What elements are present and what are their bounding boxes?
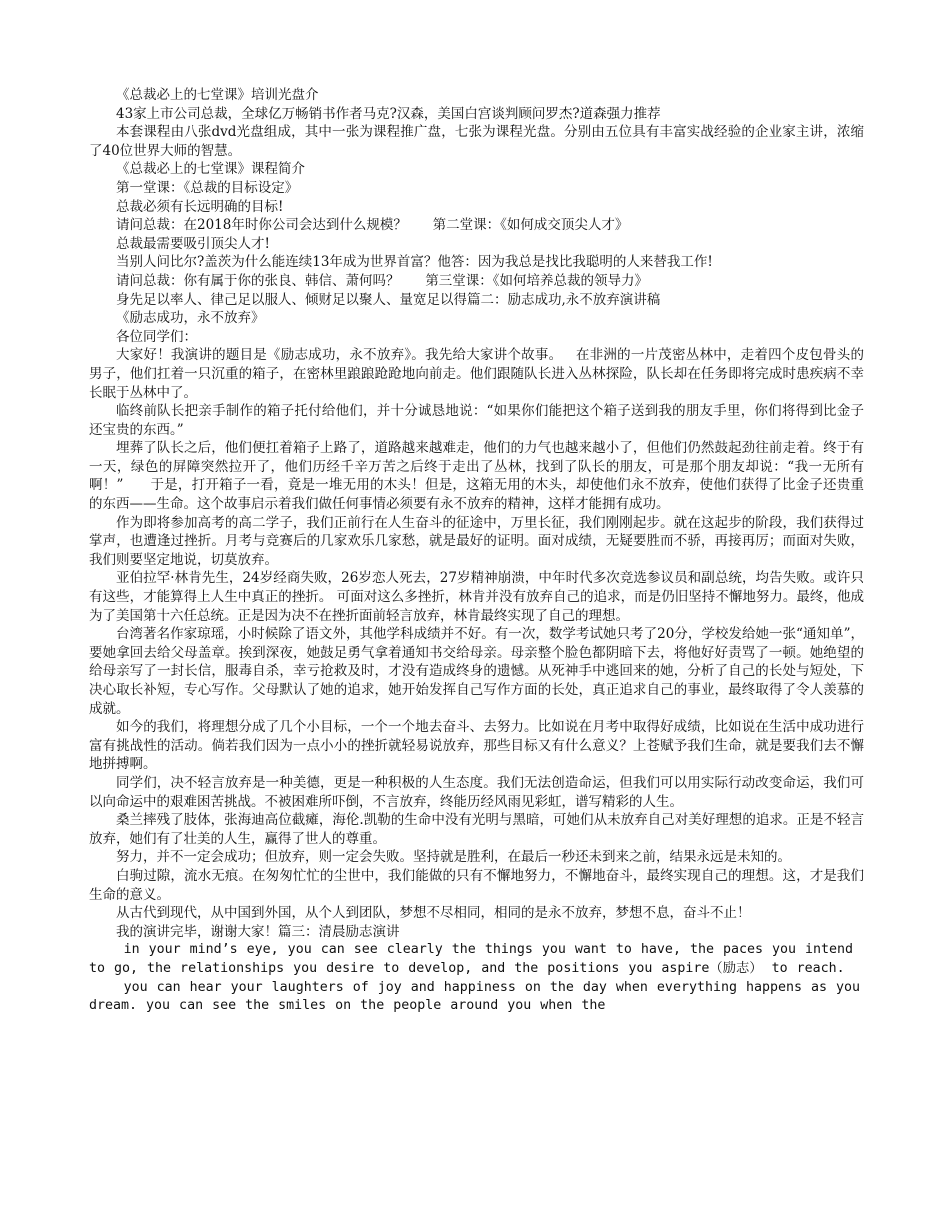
paragraph: 总裁最需要吸引顶尖人才! (116, 235, 270, 252)
paragraph: 请问总裁：在2018年时你公司会达到什么规模？ 第二堂课：《如何成交顶尖人才》 (116, 217, 629, 234)
speech-title: 《励志成功，永不放弃》 (116, 310, 265, 327)
english-paragraph: you can hear your laughters of joy and happiness on the day when everything happens as you dream. you can see the smiles on the people around you when the (89, 979, 870, 1014)
section-heading: 《总裁必上的七堂课》课程简介 (116, 161, 305, 178)
document-body (89, 86, 870, 1016)
paragraph: 同学们，决不轻言放弃是一种美德，更是一种积极的人生态度。我们无法创造命运，但我们可以用实际行动改变命运，我们可以向命运中的艰难困苦挑战。不被困难所吓倒，不言放弃，终能历经风雨见彩虹，谱写精彩的人生。 (89, 774, 864, 810)
english-paragraph: in your mind’s eye, you can see clearly the things you want to have, the paces you intend to go, the relationships you desire to develop, and the positions you aspire（励志） to reach. (89, 942, 863, 976)
paragraph: 白驹过隙，流水无痕。在匆匆忙忙的尘世中，我们能做的只有不懈地努力，不懈地奋斗，最终实现自己的理想。这，才是我们生命的意义。 (89, 867, 864, 903)
paragraph: 当别人问比尔?盖茨为什么能连续13年成为世界首富？他答：因为我总是找比我聪明的人来替我工作! (116, 254, 713, 271)
paragraph: 台湾著名作家琼瑶，小时候除了语文外，其他学科成绩并不好。有一次，数学考试她只考了20分，学校发给她一张“通知单”，要她拿回去给父母盖章。挨到深夜，她鼓足勇气拿着通知书交给母亲。母亲整个脸色都阴暗下去，将他好好责骂了一顿。她绝望的给母亲写了一封长信，服毒自杀，幸亏抢救及时，才没有造成终身的遗憾。从死神手中逃回来的她，分析了自己的长处与短处，下决心取长补短，专心写作。父母默认了她的追求，她开始发挥自己写作方面的长处，真正追求自己的事业，最终取得了令人羡慕的成就。 (89, 626, 864, 717)
paragraph: 亚伯拉罕·林肯先生，24岁经商失败，26岁恋人死去，27岁精神崩溃，中年时代多次竞选参议员和副总统，均告失败。或许只有这些，才能算得上人生中真正的挫折。 可面对这么多挫折，林肯并没有放弃自己的追求，而是仍旧坚持不懈地努力。最终，他成为了美国第十六任总统。正是因为决不在挫折面前轻言放弃，林肯最终实现了自己的理想。 (89, 570, 864, 624)
paragraph: 临终前队长把亲手制作的箱子托付给他们，并十分诚恳地说：“如果你们能把这个箱子送到我的朋友手里，你们将得到比金子还宝贵的东西。” (89, 403, 864, 438)
paragraph: 本套课程由八张dvd光盘组成，其中一张为课程推广盘，七张为课程光盘。分别由五位具有丰富实战经验的企业家主讲，浓缩了40位世界大师的智慧。 (89, 124, 864, 159)
paragraph: 埋葬了队长之后，他们便扛着箱子上路了，道路越来越难走，他们的力气也越来越小了，但他们仍然鼓起劲往前走着。终于有一天，绿色的屏障突然拉开了，他们历经千辛万苦之后终于走出了丛林，找到了队长的朋友，可是那个朋友却说：“我一无所有啊！” 于是，打开箱子一看，竟是一堆无用的木头！但是，这箱无用的木头，却使他们永不放弃，使他们获得了比金子还贵重的东西——生命。这个故事启示着我们做任何事情必须要有永不放弃的精神，这样才能拥有成功。 (89, 440, 864, 513)
salutation: 各位同学们： (116, 328, 197, 345)
paragraph: 作为即将参加高考的高二学子，我们正前行在人生奋斗的征途中，万里长征，我们刚刚起步。就在这起步的阶段，我们获得过掌声，也遭逢过挫折。月考与竞赛后的几家欢乐几家愁，就是最好的证明。面对成绩，无疑要胜而不骄，再接再厉；而面对失败，我们则要坚定地说，切莫放弃。 (89, 514, 864, 568)
paragraph: 请问总裁：你有属于你的张良、韩信、萧何吗？ 第三堂课：《如何培养总裁的领导力》 (116, 272, 648, 289)
doc-title: 《总裁必上的七堂课》培训光盘介 (116, 87, 319, 103)
paragraph: 桑兰摔残了肢体，张海迪高位截瘫，海伦.凯勒的生命中没有光明与黑暗，可她们从未放弃自己对美好理想的追求。正是不轻言放弃，她们有了壮美的人生，赢得了世人的尊重。 (89, 812, 864, 847)
paragraph: 总裁必须有长远明确的目标! (116, 198, 284, 215)
paragraph: 43家上市公司总裁，全球亿万畅销书作者马克?汉森，美国白宫谈判顾问罗杰?道森强力推荐 (116, 105, 661, 122)
paragraph: 身先足以率人、律己足以服人、倾财足以聚人、量宽足以得篇二：励志成功,永不放弃演讲稿 (116, 291, 661, 308)
paragraph: 努力，并不一定会成功；但放弃，则一定会失败。坚持就是胜利，在最后一秒还未到来之前，结果永远是未知的。 (116, 849, 791, 866)
paragraph: 大家好！我演讲的题目是《励志成功，永不放弃》。我先给大家讲个故事。 在非洲的一片茂密丛林中，走着四个皮包骨头的男子，他们扛着一只沉重的箱子，在密林里踉踉跄跄地向前走。他们跟随队长进入丛林探险，队长却在任务即将完成时患疾病不幸长眠于丛林中了。 (89, 347, 864, 401)
paragraph: 从古代到现代，从中国到外国，从个人到团队，梦想不尽相同，相同的是永不放弃，梦想不息，奋斗不止！ (116, 905, 751, 922)
paragraph: 我的演讲完毕，谢谢大家！篇三：清晨励志演讲 (116, 923, 400, 940)
paragraph: 如今的我们，将理想分成了几个小目标，一个一个地去奋斗、去努力。比如说在月考中取得好成绩，比如说在生活中成功进行富有挑战性的活动。倘若我们因为一点小小的挫折就轻易说放弃，那些目标又有什么意义？上苍赋予我们生命，就是要我们去不懈地拼搏啊。 (89, 719, 864, 773)
paragraph: 第一堂课：《总裁的目标设定》 (116, 179, 299, 196)
